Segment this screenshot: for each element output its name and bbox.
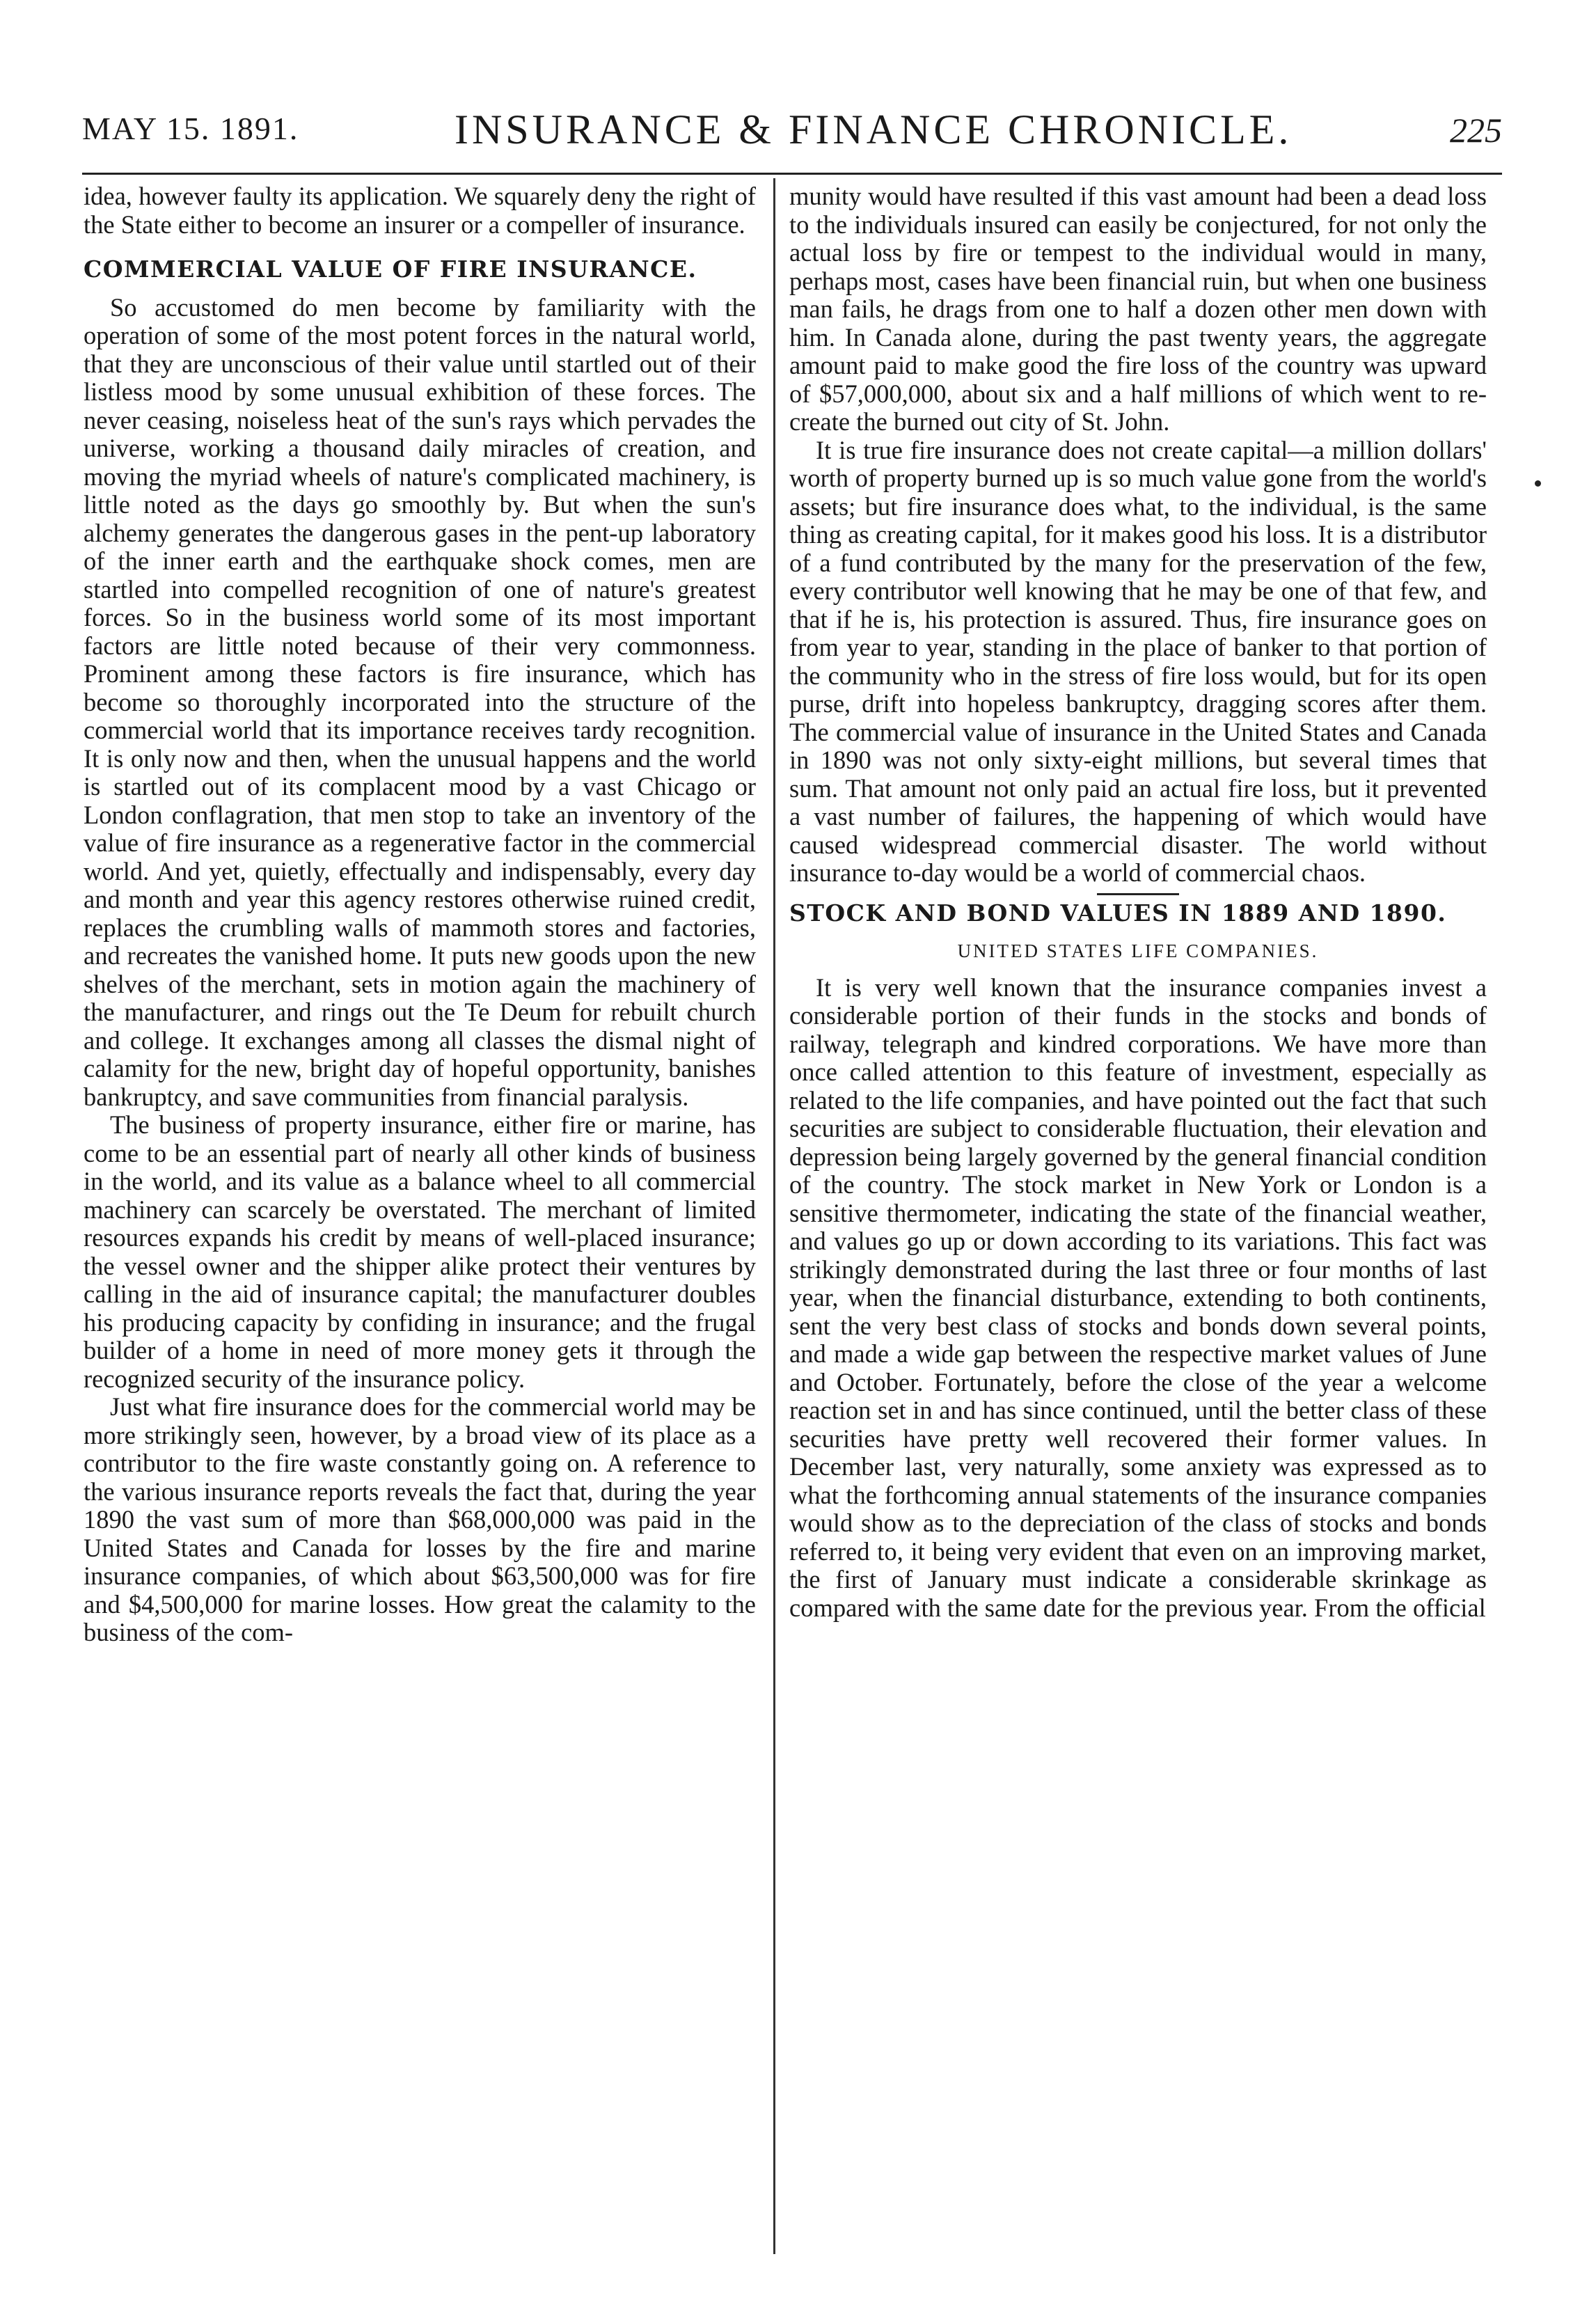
- continued-paragraph: munity would have resulted if this vast amount had been a dead loss to the individuals insured can easily be conjectured, for not only the actual loss by fire or tempest to the individual would in many, perhaps most, cases have been financial ruin, but when one business man fails, he drags from one to half a dozen other men down with him. In Canada alone, during the past twenty years, the aggregate amount paid to make good the fire loss of the country was upward of $57,000,000, about six and a half millions of which went to re-create the burned out city of St. John.: [789, 182, 1487, 436]
- article-heading-fire-insurance: COMMERCIAL VALUE OF FIRE INSURANCE.: [84, 255, 697, 283]
- article-heading-stock-bond: STOCK AND BOND VALUES IN 1889 AND 1890.: [789, 899, 1447, 927]
- running-head: [82, 104, 1502, 160]
- article-paragraph: It is true fire insurance does not create capital—a million dollars' worth of property burned up is so much value gone from the world's assets; but fire insurance does what, to the individual, is the same thing as creating capital, for it makes good his loss. It is a distributor of a fund contributed by the many for the preservation of the few, every contributor well knowing that he may be one of that few, and that if he is, his protection is assured. Thus, fire insurance goes on from year to year, standing in the place of banker to that portion of the community who in the stress of fire loss would, but for its open purse, drift into hopeless bankruptcy, dragging scores after them. The commercial value of insurance in the United States and Canada in 1890 was not only sixty-eight millions, but several times that sum. That amount not only paid an actual fire loss, but it prevented a vast number of failures, the happening of which would have caused widespread commercial disaster. The world without insurance to-day would be a world of commercial chaos.: [789, 435, 1487, 887]
- article-paragraph: It is very well known that the insurance companies invest a considerable portion of their funds in the stocks and bonds of railway, telegraph and kindred corporations. We have more than once called attention to this feature of investment, especially as related to the life companies, and have pointed out the fact that such securities are subject to considerable fluctuation, their elevation and depression being largely governed by the general financial condition of the country. The stock market in New York or London is a sensitive thermometer, indicating the state of the financial weather, and values go up or down according to its variations. This fact was strikingly demonstrated during the last three or four months of last year, when the financial disturbance, extending to both continents, sent the very best class of stocks and bonds down several points, and made a wide gap between the respective market values of June and October. Fortunately, before the close of the year a welcome reaction set in and has since continued, until the better class of these securities have pretty well recovered their former values. In December last, very naturally, some anxiety was expressed as to what the forthcoming annual statements of the insurance companies would show as to the depreciation of the class of stocks and bonds referred to, it being very evident that even on an improving market, the first of January must indicate a considerable skrinkage as compared with the same date for the previous year. From the official: [789, 973, 1487, 1622]
- left-column: [84, 182, 756, 2253]
- right-column: [789, 182, 1487, 2253]
- article-paragraph: Just what fire insurance does for the commercial world may be more strikingly seen, however, by a broad view of its place as a contributor to the fire waste constantly going on. A reference to the various insurance reports reveals the fact that, during the year 1890 the vast sum of more than $68,000,000 was paid in the United States and Canada for losses by the fire and marine insurance companies, of which about $63,500,000 was for fire and $4,500,000 for marine losses. How great the calamity to the business of the com-: [84, 1392, 756, 1646]
- issue-date: MAY 15. 1891.: [82, 111, 299, 146]
- ink-speck: [1535, 480, 1541, 487]
- article-subheading: UNITED STATES LIFE COMPANIES.: [957, 940, 1319, 961]
- continued-paragraph: idea, however faulty its application. We squarely deny the right of the State either to become an insurer or a compeller of insurance.: [84, 182, 756, 239]
- column-divider: [773, 178, 775, 2254]
- page-number: 225: [1450, 111, 1502, 150]
- header-rule: [82, 173, 1502, 175]
- article-paragraph: So accustomed do men become by familiarity with the operation of some of the most potent forces in the natural world, that they are unconscious of their value until startled out of their listless mood by some unusual exhibition of these forces. The never ceasing, noiseless heat of the sun's rays which pervades the universe, working a thousand daily miracles of creation, and moving the myriad wheels of nature's complicated machinery, is little noted as the days go smoothly by. But when the sun's alchemy generates the dangerous gases in the pent-up laboratory of the inner earth and the earthquake shock comes, men are startled into compelled recognition of one of nature's greatest forces. So in the business world some of its most important factors are little noted because of their very commonness. Prominent among these factors is fire insurance, which has become so thoroughly incorporated into the structure of the commercial world that its importance receives tardy recognition. It is only now and then, when the unusual happens and the world is startled out of its complacent mood by a vast Chicago or London conflagration, that men stop to take an inventory of the value of fire insurance as a regenerative factor in the commercial world. And yet, quietly, effectually and indispensably, every day and month and year this agency restores otherwise ruined credit, replaces the crumbling walls of mammoth stores and factories, and recreates the vanished home. It puts new goods upon the new shelves of the merchant, sets in motion again the machinery of the manufacturer, and rings out the Te Deum for rebuilt church and college. It exchanges among all classes the dismal night of calamity for the new, bright day of hopeful opportunity, banishes bankruptcy, and save communities from financial paralysis.: [84, 292, 756, 1111]
- article-paragraph: The business of property insurance, either fire or marine, has come to be an essential part of nearly all other kinds of business in the world, and its value as a balance wheel to all commercial machinery can scarcely be overstated. The merchant of limited resources expands his credit by means of well-placed insurance; the vessel owner and the shipper alike protect their ventures by calling in the aid of insurance capital; the manufacturer doubles his producing capacity by confiding in insurance; and the frugal builder of a home in need of more money gets it through the recognized security of the insurance policy.: [84, 1110, 756, 1393]
- publication-title: INSURANCE & FINANCE CHRONICLE.: [455, 107, 1293, 152]
- article-separator: [1097, 893, 1179, 895]
